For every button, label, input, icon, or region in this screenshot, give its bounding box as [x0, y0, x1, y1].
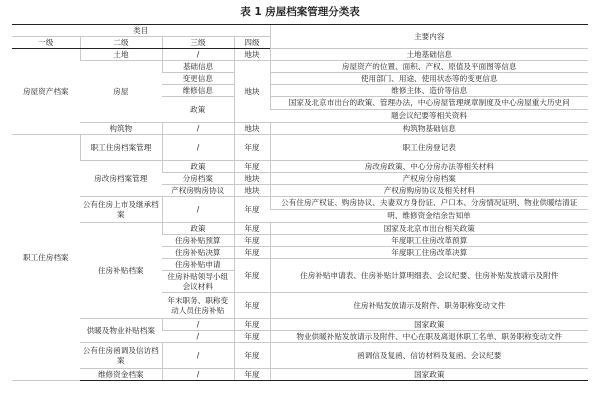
cell-l3: /: [162, 135, 234, 161]
cell-l3: /: [162, 319, 234, 331]
cell-l4: 年度: [234, 161, 270, 173]
cell-l4: 年度: [234, 223, 270, 235]
cell-content: 维修主体、造价等信息: [270, 85, 588, 97]
cell-content: 年度职工住房改革决算: [270, 247, 588, 259]
cell-l3: /: [162, 49, 234, 61]
cell-content: 土地基础信息: [270, 49, 588, 61]
header-level1: 一级: [12, 37, 80, 49]
cell-content: 使用部门、用途、使用状态等的变更信息: [270, 73, 588, 85]
cell-l3: 维修信息: [162, 85, 234, 97]
cell-content: 明、维修资金结余告知单: [270, 210, 588, 223]
cell-content: 职工住房登记表: [270, 135, 588, 161]
cell-l3: 变更信息: [162, 73, 234, 85]
classification-table: [12, 24, 588, 381]
cell-content: 构筑物基础信息: [270, 123, 588, 135]
cell-l4: 年度: [234, 197, 270, 223]
cell-l3: 基础信息: [162, 61, 234, 73]
cell-content: 住房补贴申请表、住房补贴计算明细表、会议纪要、住房补贴发放请示及附件: [270, 259, 588, 293]
cell-content: 公有住房产权证、购房协议、夫妻双方身份证、户口本、分房情况证明、物业供暖结清证: [270, 197, 588, 210]
cell-l4: 地块: [234, 123, 270, 135]
cell-l4: 年度: [234, 369, 270, 381]
cell-content: 物业供暖补贴发放请示及附件、中心在职及离退休职工名单、职务职称变动文件: [270, 331, 588, 343]
cell-content: 房改房政策、中心分房办法等相关材料: [270, 161, 588, 173]
cell-content: 产权房购房协议及相关材料: [270, 185, 588, 197]
cell-l3: 政策: [162, 97, 234, 123]
cell-content: 住房补贴发放请示及附件、职务职称变动文件: [270, 293, 588, 319]
cell-content: 国家及北京市出台的政策、管理办法，中心房屋管理规章制度及中心房屋重大历史问: [270, 97, 588, 110]
cell-l3: 住房补贴预算: [162, 235, 234, 247]
cell-l4: 地块: [234, 49, 270, 61]
cell-l3: /: [162, 197, 234, 223]
cell-l2: 土地: [80, 49, 162, 61]
cell-l3: 产权房购房协议: [162, 185, 234, 197]
cell-l4: 年度: [234, 259, 270, 293]
cell-l3: 政策: [162, 161, 234, 173]
cell-content: 函调信及复函、信访材料及复函、会议纪要: [270, 343, 588, 369]
cell-l3: 住房补贴申请: [162, 259, 234, 271]
cell-l3: /: [162, 123, 234, 135]
group-housing-assets: 房屋资产档案: [12, 49, 80, 135]
cell-l4: 年度: [234, 235, 270, 247]
header-level3: 三级: [162, 37, 234, 49]
cell-l4: 年度: [234, 135, 270, 161]
cell-l2: 房屋: [80, 61, 162, 123]
group-staff-housing: 职工住房档案: [12, 135, 80, 381]
cell-l2: 房改房档案管理: [80, 161, 162, 197]
cell-l2: 公有住房上市及继承档案: [80, 197, 162, 223]
cell-l3: 住房补贴决算: [162, 247, 234, 259]
cell-l3: /: [162, 331, 234, 343]
cell-l4: 地块: [234, 173, 270, 185]
cell-l4: 年度: [234, 343, 270, 369]
cell-l3: 年末职务、职称变动人员住房补贴: [162, 293, 234, 319]
cell-l2: 住房补贴档案: [80, 223, 162, 319]
header-level2: 二级: [80, 37, 162, 49]
cell-l4: 年度: [234, 247, 270, 259]
cell-l2: 维修资金档案: [80, 369, 162, 381]
cell-l2: 职工住房档案管理: [80, 135, 162, 161]
table-title: 表 1 房屋档案管理分类表: [240, 6, 360, 18]
cell-l4: 地块: [234, 61, 270, 123]
cell-l3: /: [162, 343, 234, 369]
header-content: 主要内容: [270, 25, 588, 49]
cell-l4: 年度: [234, 293, 270, 319]
cell-l2: 构筑物: [80, 123, 162, 135]
cell-content: 国家政策: [270, 319, 588, 331]
cell-l4: 年度: [234, 331, 270, 343]
cell-l3: 分房档案: [162, 173, 234, 185]
header-category: 类目: [12, 25, 270, 37]
cell-content: 题会议纪要等相关资料: [270, 110, 588, 123]
cell-content: 房屋资产的位置、面积、产权、原值及平面图等信息: [270, 61, 588, 73]
cell-l4: 地块: [234, 185, 270, 197]
cell-content: 产权房分房档案: [270, 173, 588, 185]
cell-content: 年度职工住房改革预算: [270, 235, 588, 247]
cell-content: 国家政策: [270, 369, 588, 381]
cell-l2: 供暖及物业补贴档案: [80, 319, 162, 343]
cell-l4: 年度: [234, 319, 270, 331]
cell-l3: /: [162, 369, 234, 381]
cell-content: 国家及北京市出台相关政策: [270, 223, 588, 235]
cell-l3: 政策: [162, 223, 234, 235]
cell-l2: 公有住房函调及信访档案: [80, 343, 162, 369]
cell-l3: 住房补贴领导小组会议材料: [162, 271, 234, 293]
header-level4: 四级: [234, 37, 270, 49]
